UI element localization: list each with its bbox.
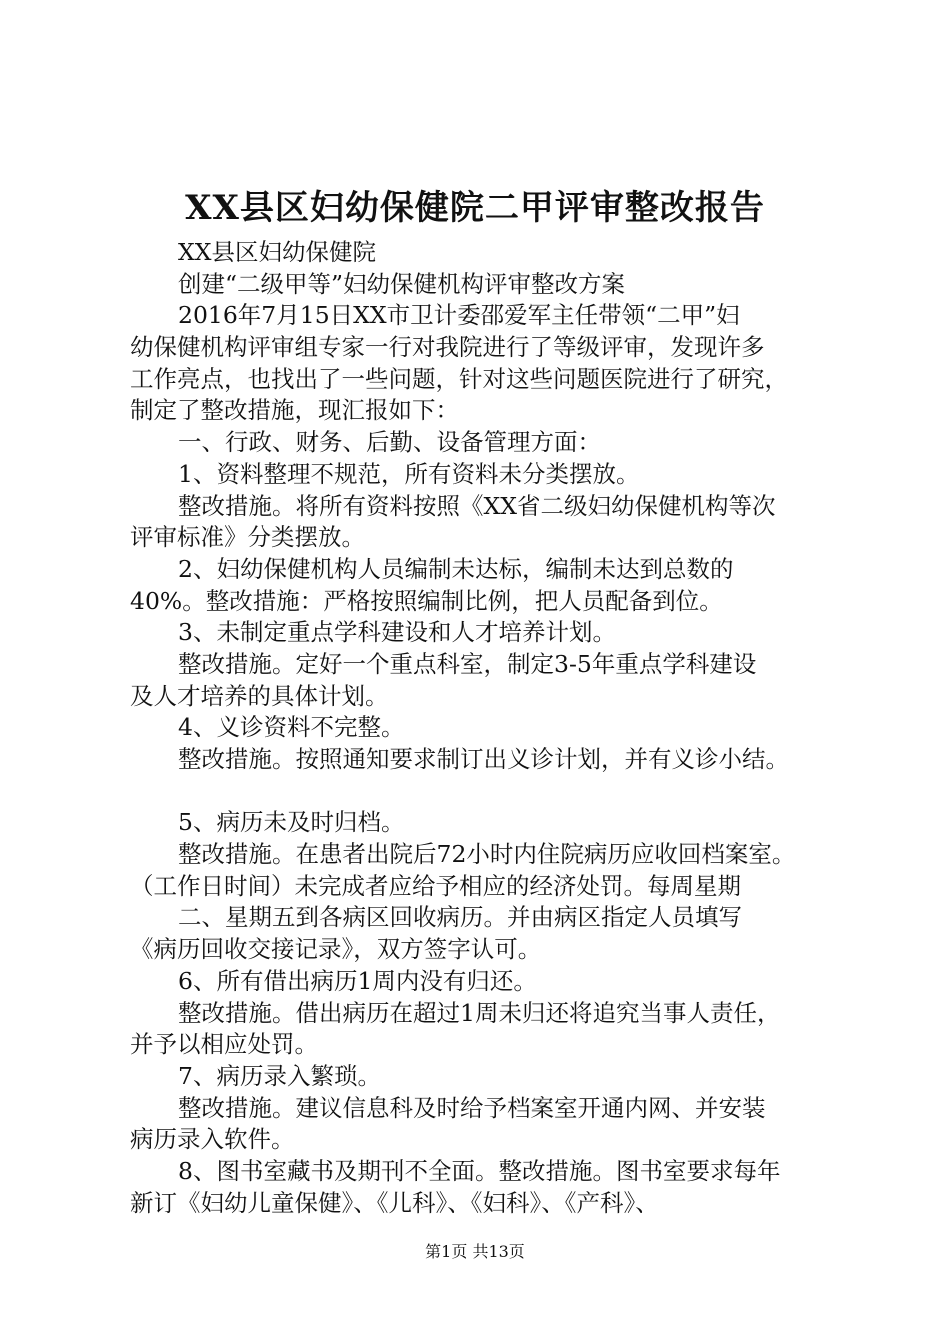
text-line: 40%。整改措施：严格按照编制比例，把人员配备到位。: [130, 586, 723, 615]
text-line: 工作亮点，也找出了一些问题，针对这些问题医院进行了研究，: [130, 364, 788, 393]
text-line: 制定了整改措施，现汇报如下：: [130, 396, 459, 425]
text-line: 整改措施。定好一个重点科室，制定3-5年重点学科建设: [178, 649, 757, 678]
text-line: 7、病历录入繁琐。: [178, 1061, 381, 1090]
text-line: 创建“二级甲等”妇幼保健机构评审整改方案: [178, 269, 626, 298]
text-line: 4、义诊资料不完整。: [178, 713, 405, 742]
text-line: 整改措施。在患者出院后72小时内住院病历应收回档案室。: [178, 840, 796, 869]
text-line: 二、星期五到各病区回收病历。并由病区指定人员填写: [178, 903, 742, 932]
text-line: 3、未制定重点学科建设和人才培养计划。: [178, 618, 616, 647]
text-line: [130, 776, 836, 808]
text-line: 1、资料整理不规范，所有资料未分类摆放。: [178, 459, 640, 488]
text-line: 新订《妇幼儿童保健》、《儿科》、《妇科》、《产科》、: [130, 1188, 659, 1217]
text-line: 8、图书室藏书及期刊不全面。整改措施。图书室要求每年: [178, 1156, 781, 1185]
text-line: 评审标准》分类摆放。: [130, 523, 365, 552]
text-line: XX县区妇幼保健院: [178, 238, 376, 266]
text-line: 6、所有借出病历1周内没有归还。: [178, 966, 537, 995]
text-line: 2016年7月15日XX市卫计委邵爱军主任带领“二甲”妇: [178, 301, 740, 330]
text-line: 《病历回收交接记录》，双方签字认可。: [130, 935, 542, 964]
text-line: 整改措施。借出病历在超过1周未归还将追究当事人责任，: [178, 998, 781, 1027]
document-body: [130, 237, 836, 1219]
page-title: XX县区妇幼保健院二甲评审整改报告: [185, 188, 765, 228]
text-line: 整改措施。建议信息科及时给予档案室开通内网、并安装: [178, 1093, 766, 1122]
page-footer: 第1页 共13页: [425, 1242, 525, 1261]
text-line: 病历录入软件。: [130, 1125, 295, 1154]
text-line: 及人才培养的具体计划。: [130, 681, 389, 710]
text-line: 一、行政、财务、后勤、设备管理方面：: [178, 428, 601, 457]
text-line: 幼保健机构评审组专家一行对我院进行了等级评审，发现许多: [130, 333, 765, 362]
text-line: 并予以相应处罚。: [130, 1030, 318, 1059]
text-line: 整改措施。按照通知要求制订出义诊计划，并有义诊小结。: [178, 745, 789, 773]
text-line: 2、妇幼保健机构人员编制未达标，编制未达到总数的: [178, 554, 734, 583]
text-line: （工作日时间）未完成者应给予相应的经济处罚。每周星期: [130, 871, 741, 900]
text-line: 5、病历未及时归档。: [178, 808, 405, 837]
text-line: 整改措施。将所有资料按照《XX省二级妇幼保健机构等次: [178, 491, 776, 520]
